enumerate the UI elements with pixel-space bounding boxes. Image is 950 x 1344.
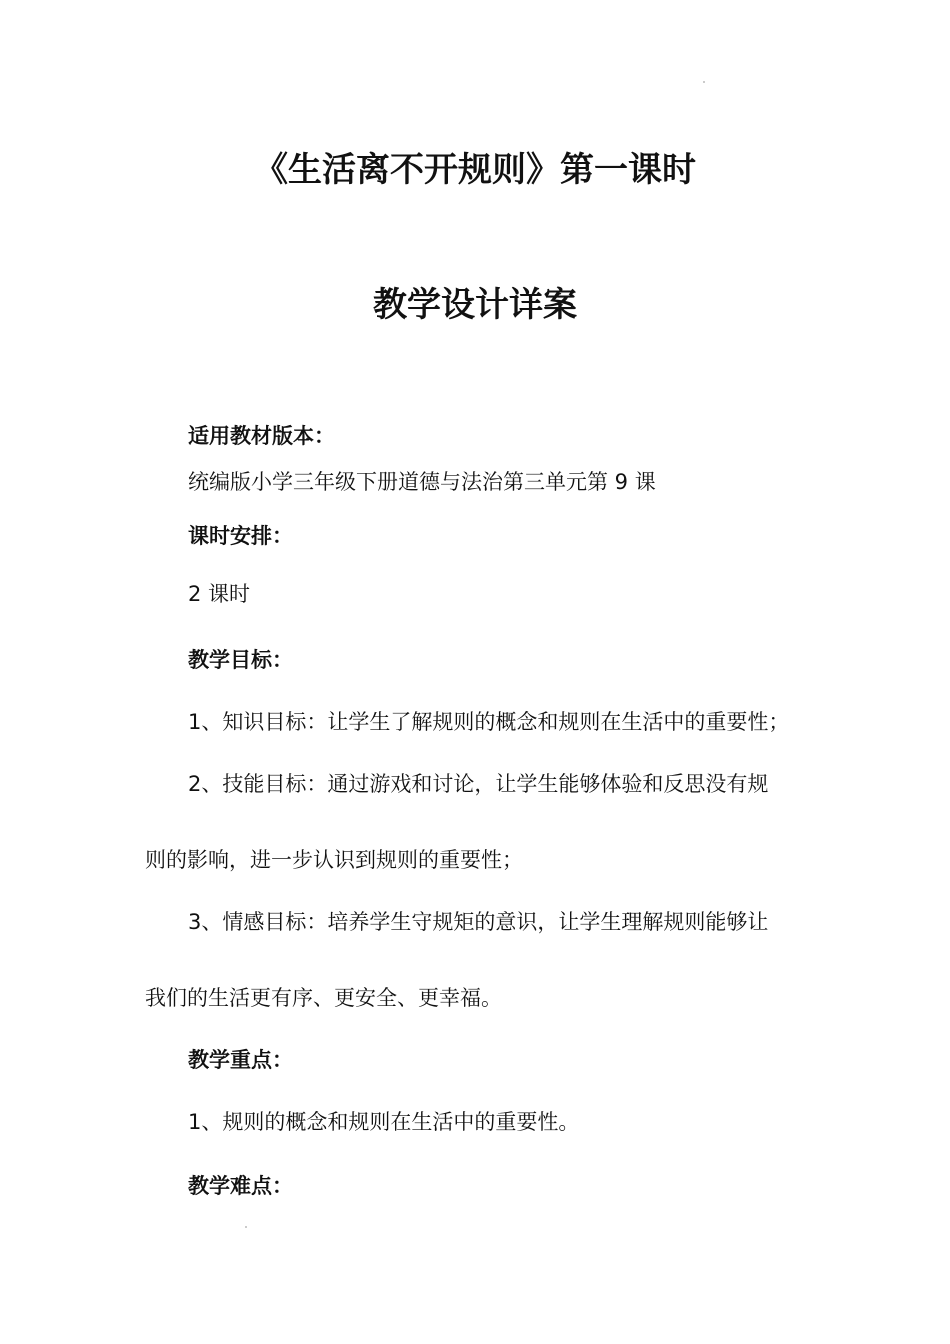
keypoint-item: 1、规则的概念和规则在生活中的重要性。 (188, 1110, 580, 1134)
scan-speck (703, 81, 705, 83)
schedule-value: 2 课时 (188, 582, 251, 606)
objective-knowledge: 1、知识目标：让学生了解规则的概念和规则在生活中的重要性； (188, 710, 790, 734)
document-title: 《生活离不开规则》第一课时 (254, 150, 696, 190)
schedule-heading: 课时安排： (188, 524, 293, 548)
objective-emotion-line2: 我们的生活更有序、更安全、更幸福。 (145, 986, 502, 1010)
keypoints-heading: 教学重点： (188, 1048, 293, 1072)
textbook-value: 统编版小学三年级下册道德与法治第三单元第 9 课 (188, 470, 656, 494)
objective-skill-line2: 则的影响，进一步认识到规则的重要性； (145, 848, 523, 872)
difficulty-heading: 教学难点： (188, 1174, 293, 1198)
document-subtitle: 教学设计详案 (373, 285, 577, 325)
scan-speck (245, 1226, 247, 1228)
textbook-heading: 适用教材版本： (188, 424, 335, 448)
objective-emotion-line1: 3、情感目标：培养学生守规矩的意识，让学生理解规则能够让 (188, 910, 769, 934)
objective-skill-line1: 2、技能目标：通过游戏和讨论，让学生能够体验和反思没有规 (188, 772, 769, 796)
objectives-heading: 教学目标： (188, 648, 293, 672)
